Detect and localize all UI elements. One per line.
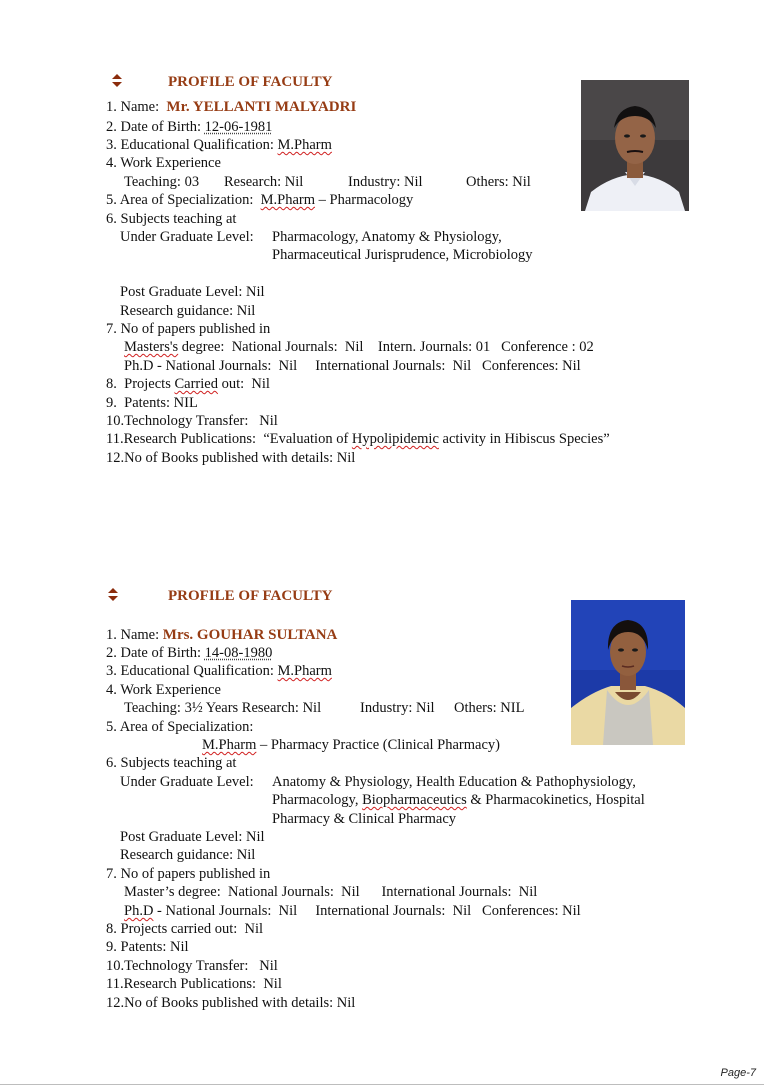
phd-papers-line: Ph.D - National Journals: Nil International Journals: Nil Conferences: Nil xyxy=(124,358,581,374)
profile-heading: PROFILE OF FACULTY xyxy=(168,588,333,604)
specialization-value: – Pharmacology xyxy=(315,192,414,208)
research-publications-line: 11.Research Publications: Nil xyxy=(106,976,282,992)
faculty-photo-1 xyxy=(581,80,689,211)
profile-heading-row xyxy=(112,588,512,608)
technology-transfer-line: 10.Technology Transfer: Nil xyxy=(106,958,278,974)
dob-label: 2. Date of Birth: xyxy=(106,119,202,135)
education-label: 3. Educational Qualification: xyxy=(106,137,274,153)
name-value: Mrs. GOUHAR SULTANA xyxy=(162,627,338,643)
research-guidance-line: Research guidance: Nil xyxy=(120,847,256,863)
dob-line xyxy=(106,118,272,136)
education-line xyxy=(106,136,332,154)
teaching-research-exp: Teaching: 3½ Years Research: Nil xyxy=(124,700,322,716)
research-publications-line xyxy=(106,430,610,448)
technology-transfer-line: 10.Technology Transfer: Nil xyxy=(106,413,278,429)
education-line xyxy=(106,662,332,680)
projects-line: 8. Projects carried out: Nil xyxy=(106,921,264,937)
dob-label: 2. Date of Birth: xyxy=(106,645,202,661)
masters-papers-line: Master’s degree: National Journals: Nil International Journals: Nil xyxy=(124,884,538,900)
dob-line xyxy=(106,644,272,662)
name-value: Mr. YELLANTI MALYADRI xyxy=(166,99,357,115)
name-line xyxy=(106,98,356,116)
research-pub-value: activity in Hibiscus Species” xyxy=(438,431,610,447)
projects-value: out: Nil xyxy=(217,376,270,392)
specialization-line xyxy=(106,191,413,209)
phd-label: Ph.D xyxy=(124,903,154,919)
ug-subject-pharmacology: Pharmacology, xyxy=(272,792,363,808)
papers-label: 7. No of papers published in xyxy=(106,321,271,337)
projects-label: 8. Projects xyxy=(106,376,175,392)
name-label: 1. Name: xyxy=(106,627,160,643)
education-label: 3. Educational Qualification: xyxy=(106,663,274,679)
research-pub-term: Hypolipidemic xyxy=(351,431,439,447)
projects-line xyxy=(106,375,270,393)
ug-subject-pharmacokinetics: & Pharmacokinetics, Hospital xyxy=(466,792,645,808)
education-value: M.Pharm xyxy=(277,137,332,153)
masters-papers-line xyxy=(124,338,594,356)
industry-exp: Industry: Nil xyxy=(360,700,435,716)
books-line: 12.No of Books published with details: Nil xyxy=(106,450,356,466)
specialization-degree: M.Pharm xyxy=(260,192,315,208)
research-pub-label: 11.Research Publications: “Evaluation of xyxy=(106,431,352,447)
books-line: 12.No of Books published with details: Nil xyxy=(106,995,356,1011)
others-exp: Others: NIL xyxy=(454,700,525,716)
specialization-degree: M.Pharm xyxy=(202,737,257,753)
patents-line: 9. Patents: NIL xyxy=(106,395,198,411)
diamond-bullet-icon xyxy=(108,588,118,602)
specialization-label: 5. Area of Specialization: xyxy=(106,719,254,735)
pg-level-line: Post Graduate Level: Nil xyxy=(120,284,265,300)
profile-heading: PROFILE OF FACULTY xyxy=(168,74,333,90)
ug-level-label: Under Graduate Level: xyxy=(120,229,254,245)
research-guidance-line: Research guidance: Nil xyxy=(120,303,256,319)
ug-subjects-line-1: Anatomy & Physiology, Health Education & Pathophysiology, xyxy=(272,774,636,790)
work-experience-label: 4. Work Experience xyxy=(106,155,221,171)
masters-papers-value: degree: National Journals: Nil Intern. Journals: 01 Conference : 02 xyxy=(178,339,594,355)
masters-label: Masters's xyxy=(124,339,179,355)
work-experience-label: 4. Work Experience xyxy=(106,682,221,698)
subjects-label: 6. Subjects teaching at xyxy=(106,755,237,771)
papers-label: 7. No of papers published in xyxy=(106,866,271,882)
diamond-bullet-icon xyxy=(112,74,122,88)
projects-carried: Carried xyxy=(174,376,218,392)
profile-heading-row xyxy=(112,74,512,94)
ug-subjects-line-2 xyxy=(272,791,645,809)
industry-exp: Industry: Nil xyxy=(348,174,423,190)
phd-papers-line xyxy=(124,902,581,920)
dob-value: 14-08-1980 xyxy=(204,645,273,661)
education-value: M.Pharm xyxy=(277,663,332,679)
ug-subjects-line-1: Pharmacology, Anatomy & Physiology, xyxy=(272,229,502,245)
name-line xyxy=(106,626,337,644)
ug-subject-biopharmaceutics: Biopharmaceutics xyxy=(362,792,467,808)
patents-line: 9. Patents: Nil xyxy=(106,939,189,955)
pg-level-line: Post Graduate Level: Nil xyxy=(120,829,265,845)
dob-value: 12-06-1981 xyxy=(204,119,273,135)
specialization-value: – Pharmacy Practice (Clinical Pharmacy) xyxy=(256,737,500,753)
specialization-label: 5. Area of Specialization: xyxy=(106,192,254,208)
work-experience-line xyxy=(124,699,524,717)
ug-subjects-line-2: Pharmaceutical Jurisprudence, Microbiology xyxy=(272,247,533,263)
work-experience-line xyxy=(124,173,531,191)
others-exp: Others: Nil xyxy=(466,174,531,190)
phd-papers-value: - National Journals: Nil International Journals: Nil Conferences: Nil xyxy=(153,903,581,919)
subjects-label: 6. Subjects teaching at xyxy=(106,211,237,227)
page-number: Page-7 xyxy=(720,1067,756,1079)
ug-subjects-line-3: Pharmacy & Clinical Pharmacy xyxy=(272,811,457,827)
ug-level-label: Under Graduate Level: xyxy=(120,774,254,790)
teaching-exp: Teaching: 03 xyxy=(124,174,200,190)
research-exp: Research: Nil xyxy=(224,174,304,190)
name-label: 1. Name: xyxy=(106,99,160,115)
faculty-photo-2 xyxy=(571,600,685,745)
footer-rule xyxy=(0,1084,764,1085)
specialization-line xyxy=(202,736,500,754)
